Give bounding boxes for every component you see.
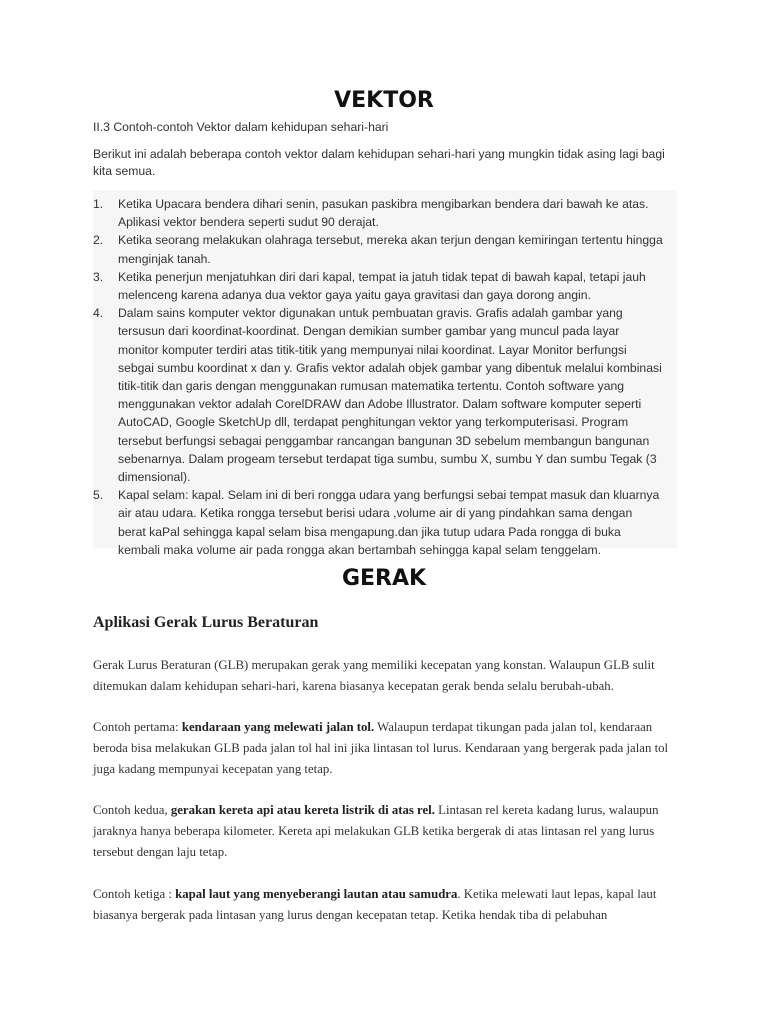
- example-highlight: kendaraan yang melewati jalan tol.: [181, 720, 375, 734]
- vektor-title: VEKTOR: [334, 88, 434, 113]
- list-item: [93, 231, 663, 267]
- example-body: Walaupun terdapat tikungan pada jalan tol, kendaraan beroda bisa melakukan GLB pada jalan tol hal ini jika lintasan tol lurus. Kendaraan yang bergerak pada jalan tol juga kadang mempunyai kecepatan yang tetap.: [93, 720, 669, 776]
- list-item: [93, 486, 663, 559]
- list-item-number: 1.: [93, 197, 104, 211]
- list-item: [93, 268, 663, 304]
- glb-example-1: [93, 717, 675, 780]
- example-highlight: kapal laut yang menyeberangi lautan atau samudra: [175, 887, 458, 901]
- example-body: Lintasan rel kereta kadang lurus, walaupun jaraknya hanya beberapa kilometer. Kereta api melakukan GLB ketika bergerak di atas lintasan rel yang lurus tersebut dengan laju tetap.: [93, 803, 659, 859]
- list-item-text: Dalam sains komputer vektor digunakan untuk pembuatan gravis. Grafis adalah gambar yang tersusun dari koordinat-koordinat. Dengan demikian sumber gambar yang muncul pada layar monitor komputer terdiri atas titik-titik yang mempunyai nilai koordinat. Layar Monitor berfungsi sebgai sumbu koordinat x dan y. Grafis vektor adalah objek gambar yang dibentuk melalui kombinasi titik-titik dan garis dengan menggunakan rumusan matematika tertentu. Contoh software yang menggunakan vektor adalah CorelDRAW dan Adobe Illustrator. Dalam software komputer seperti AutoCAD, Google SketchUp dll, terdapat penghitungan vektor yang terkomputerisasi. Program tersebut berfungsi sebagai penggambar rancangan bangunan 3D sebelum membangun bangunan sebenarnya. Dalam progeam tersebut terdapat tiga sumbu, sumbu X, sumbu Y dan sumbu Tegak (3 dimensional).: [118, 306, 662, 485]
- list-item: [93, 195, 663, 231]
- list-item-number: 4.: [93, 306, 104, 321]
- glb-example-2: [93, 800, 675, 863]
- list-item-number: 5.: [93, 488, 104, 503]
- glb-example-3: [93, 884, 675, 926]
- example-lead: Contoh pertama:: [93, 720, 182, 734]
- list-item: [93, 304, 663, 486]
- example-body: . Ketika melewati laut lepas, kapal laut biasanya bergerak pada lintasan yang lurus dengan kecepatan tetap. Ketika hendak tiba di pelabuhan: [93, 887, 657, 922]
- glb-heading: Aplikasi Gerak Lurus Beraturan: [93, 614, 319, 631]
- list-item-text: Ketika penerjun menjatuhkan diri dari kapal, tempat ia jatuh tidak tepat di bawah kapal, tetapi jauh melenceng karena adanya dua vektor gaya yaitu gaya gravitasi dan gaya dorong angin.: [118, 269, 646, 303]
- example-lead: Contoh kedua,: [93, 803, 171, 817]
- list-item-number: 3.: [93, 269, 104, 284]
- vektor-subtitle: II.3 Contoh-contoh Vektor dalam kehidupan sehari-hari: [93, 120, 389, 134]
- list-item-text: Ketika Upacara bendera dihari senin, pasukan paskibra mengibarkan bendera dari bawah ke atas. Aplikasi vektor bendera seperti sudut 90 derajat.: [118, 197, 649, 230]
- glb-definition: Gerak Lurus Beraturan (GLB) merupakan gerak yang memiliki kecepatan yang konstan. Walaupun GLB sulit ditemukan dalam kehidupan sehari-hari, karena biasanya kecepatan gerak benda selalu berubah-ubah.: [93, 658, 655, 693]
- vektor-examples-list: [93, 195, 663, 559]
- list-item-number: 2.: [93, 233, 104, 248]
- example-lead: Contoh ketiga :: [93, 887, 176, 901]
- vektor-intro: Berikut ini adalah beberapa contoh vektor dalam kehidupan sehari-hari yang mungkin tidak asing lagi bagi kita semua.: [93, 147, 665, 178]
- list-item-text: Kapal selam: kapal. Selam ini di beri rongga udara yang berfungsi sebai tempat masuk dan kluarnya air atau udara. Ketika rongga tersebut berisi udara ,volume air di yang pindahkan sama dengan berat kaPal sehingga kapal selam bisa mengapung.dan jika tutup udara Pada rongga di buka kembali maka volume air pada rongga akan bertambah sehingga kapal selam tenggelam.: [118, 488, 660, 557]
- example-highlight: gerakan kereta api atau kereta listrik di atas rel.: [170, 803, 435, 817]
- gerak-title: GERAK: [341, 566, 427, 591]
- list-item-text: Ketika seorang melakukan olahraga tersebut, mereka akan terjun dengan kemiringan tertentu hingga menginjak tanah.: [118, 233, 663, 266]
